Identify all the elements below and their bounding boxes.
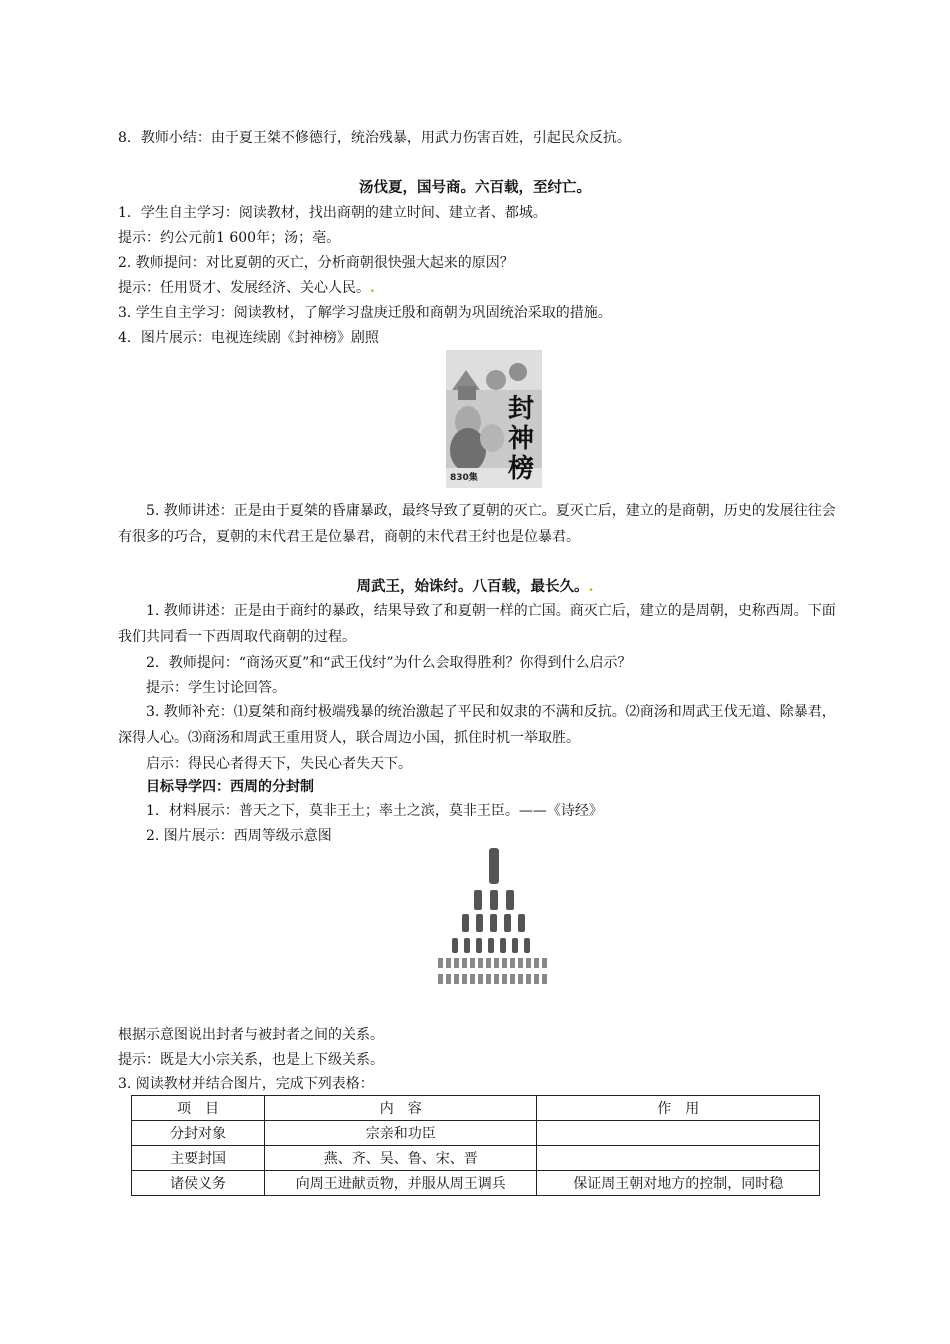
western-zhou-hierarchy-diagram [434, 846, 554, 992]
table-cell: 分封对象 [132, 1121, 265, 1146]
table-row [132, 1171, 820, 1196]
shang-line-1: 1．学生自主学习：阅读教材，找出商朝的建立时间、建立者、都城。 [118, 205, 547, 221]
table-row [132, 1121, 820, 1146]
shang-line-3: 2. 教师提问：对比夏朝的灭亡，分析商朝很快强大起来的原因？ [118, 255, 514, 271]
zhou-hint: 提示：学生讨论回答。 [146, 680, 286, 696]
table-row [132, 1146, 820, 1171]
teacher-summary: 8．教师小结：由于夏王桀不修德行，统治残暴，用武力伤害百姓，引起民众反抗。 [118, 130, 631, 146]
fief-system-table [131, 1095, 820, 1196]
poster-badge: 830集 [450, 473, 478, 483]
goal4-material: 1．材料展示：普天之下，莫非王土；率土之滨，莫非王臣。——《诗经》 [146, 803, 603, 819]
table-header-row [132, 1096, 820, 1121]
zhou-p1: 1. 教师讲述：正是由于商纣的暴政，结果导致了和夏朝一样的亡国。商灭亡后，建立的是周朝，史称西周。下面我们共同看一下西周取代商朝的过程。 [118, 603, 836, 645]
shang-heading: 汤伐夏，国号商。六百载，至纣亡。 [359, 179, 591, 196]
zhou-question: 2．教师提问：“商汤灭夏”和“武王伐纣”为什么会取得胜利？你得到什么启示？ [146, 655, 632, 671]
fengshenbang-poster-image [446, 350, 542, 488]
zhou-heading: 周武王，始诛纣。八百载，最长久。. [356, 578, 594, 595]
shang-line-2: 提示：约公元前1 600年；汤；亳。 [118, 230, 341, 246]
goal4-table-instruction: 3. 阅读教材并结合图片，完成下列表格： [118, 1076, 374, 1092]
shang-line-4: 提示：任用贤才、发展经济、关心人民。. [118, 280, 375, 296]
shang-line-5: 3. 学生自主学习：阅读教材，了解学习盘庚迁殷和商朝为巩固统治采取的措施。 [118, 305, 612, 321]
goal4-heading: 目标导学四：西周的分封制 [146, 779, 314, 795]
table-cell: 主要封国 [132, 1146, 265, 1171]
shang-line-6: 4．图片展示：电视连续剧《封神榜》剧照 [118, 330, 379, 346]
table-cell: 保证周王朝对地方的控制，同时稳 [537, 1171, 820, 1196]
table-cell: 向周王进献贡物，并服从周王调兵 [265, 1171, 537, 1196]
shang-narration: 5. 教师讲述：正是由于夏桀的昏庸暴政，最终导致了夏朝的灭亡。夏灭亡后，建立的是商朝，历史的发展往往会有很多的巧合，夏朝的末代君王是位暴君，商朝的末代君王纣也是位暴君。 [118, 503, 836, 545]
poster-title: 封神榜 [507, 394, 534, 484]
table-cell: 诸侯义务 [132, 1171, 265, 1196]
table-header-cell: 作 用 [537, 1096, 820, 1121]
goal4-hint: 提示：既是大小宗关系，也是上下级关系。 [118, 1052, 384, 1068]
zhou-insight: 启示：得民心者得天下，失民心者失天下。 [146, 756, 412, 772]
table-cell [537, 1146, 820, 1171]
goal4-question: 根据示意图说出封者与被封者之间的关系。 [118, 1027, 384, 1043]
table-cell: 燕、齐、吴、鲁、宋、晋 [265, 1146, 537, 1171]
table-cell [537, 1121, 820, 1146]
goal4-picture-caption: 2. 图片展示：西周等级示意图 [146, 828, 332, 844]
table-header-cell: 项 目 [132, 1096, 265, 1121]
table-cell: 宗亲和功臣 [265, 1121, 537, 1146]
table-header-cell: 内 容 [265, 1096, 537, 1121]
zhou-p3: 3. 教师补充：⑴夏桀和商纣极端残暴的统治激起了平民和奴隶的不满和反抗。⑵商汤和周武王伐无道、除暴君，深得人心。⑶商汤和周武王重用贤人，联合周边小国，抓住时机一举取胜。 [118, 704, 836, 746]
